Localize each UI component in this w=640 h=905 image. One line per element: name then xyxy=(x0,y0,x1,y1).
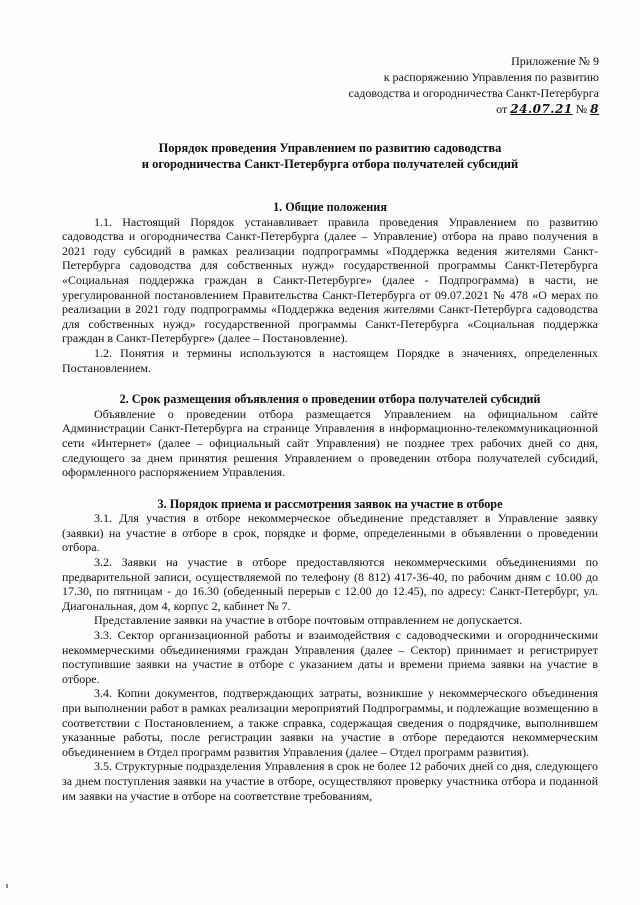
handwritten-date: 24.07.21 xyxy=(510,102,573,116)
section-1-heading: 1. Общие положения xyxy=(273,200,387,214)
handwritten-number: 8 xyxy=(590,102,599,116)
section-gap xyxy=(62,480,598,497)
appendix-block xyxy=(269,53,599,117)
paragraph-2-1: Объявление о проведении отбора размещается Управлением на официальном сайте Администрации Санкт-Петербурга на странице Управления в информационно-телекоммуникационной сети «Интернет» (далее – официальный сайт Управления) не позднее трех рабочих дней со дня, следующего за днем принятия решения Управлением о проведении отбора получателей субсидий, оформленного распоряжением Управления. xyxy=(62,406,598,480)
paragraph-3-2-note: Представление заявки на участие в отборе почтовым отправлением не допускается. xyxy=(94,613,523,628)
appendix-order-ref: к распоряжению Управления по развитию xyxy=(383,70,599,84)
document-body xyxy=(62,200,598,803)
section-3-heading: 3. Порядок приема и рассмотрения заявок на участие в отборе xyxy=(157,496,503,511)
appendix-date-line xyxy=(269,101,599,117)
paragraph-1-1: 1.1. Настоящий Порядок устанавливает правила проведения Управлением по развитию садоводства и огородничества Санкт-Петербурга (далее – Управление) отбора на право получения в 2021 году субсидий в рамках реализации подпрограммы «Поддержка ведения жителями Санкт-Петербурга садоводства для собственных нужд» государственной программы Санкт-Петербурга «Социальная поддержка граждан в Санкт-Петербурге» (далее - Подпрограмма) в части, не урегулированной постановлением Правительства Санкт-Петербурга от 09.07.2021 № 478 «О мерах по реализации в 2021 году подпрограммы «Поддержка ведения жителями Санкт-Петербурга садоводства для собственных нужд» государственной программы Санкт-Петербурга «Социальная поддержка граждан в Санкт-Петербурге» (далее – Постановление). xyxy=(62,214,598,346)
paragraph-3-4: 3.4. Копии документов, подтверждающих затраты, возникшие у некоммерческого объединения при выполнении работ в рамках реализации мероприятий Подпрограммы, и подлежащие возмещению в соответствии с Постановлением, а также справка, содержащая сведения о подрядчике, выполнившем указанные работы, после регистрации заявки на участие в отборе передаются некоммерческим объединением в Отдел программ развития Управления (далее – Отдел программ развития). xyxy=(62,686,598,759)
paragraph-3-3: 3.3. Сектор организационной работы и взаимодействия с садоводческими и огородническими некоммерческими объединениями граждан Управления (далее – Сектор) принимает и регистрирует поступившие заявки на участие в отборе с указанием даты и времени приема заявки на участие в отборе. xyxy=(62,628,598,686)
document-title xyxy=(60,140,600,172)
scan-margin-mark xyxy=(6,884,8,888)
section-2-heading: 2. Срок размещения объявления о проведении отбора получателей субсидий xyxy=(119,392,541,407)
number-prefix: № xyxy=(575,102,588,116)
paragraph-3-5: 3.5. Структурные подразделения Управления в срок не более 12 рабочих дней со дня, следующего за днем поступления заявки на участие в отборе, осуществляют проверку участника отбора и поданной им заявки на участие в отборе на соответствие требованиям, xyxy=(62,759,598,803)
title-line-1: Порядок проведения Управлением по развитию садоводства xyxy=(158,141,502,155)
appendix-authority: садоводства и огородничества Санкт-Петербурга xyxy=(348,86,599,100)
section-gap xyxy=(62,375,598,392)
title-line-2: и огородничества Санкт-Петербурга отбора получателей субсидий xyxy=(141,157,519,171)
date-prefix: от xyxy=(496,102,508,116)
appendix-number: Приложение № 9 xyxy=(511,54,599,68)
paragraph-1-2: 1.2. Понятия и термины используются в настоящем Порядке в значениях, определенных Постановлением. xyxy=(62,345,598,375)
paragraph-3-2: 3.2. Заявки на участие в отборе предоставляются некоммерческими объединениями по предварительной записи, осуществляемой по телефону (8 812) 417-36-40, по рабочим дням с 10.00 до 17.30, по пятницам - до 16.30 (обеденный перерыв с 12.00 до 12.45), по адресу: Санкт-Петербург, ул. Диагональная, дом 4, корпус 2, кабинет № 7. xyxy=(62,555,598,613)
paragraph-3-1: 3.1. Для участия в отборе некоммерческое объединение представляет в Управление заявку (заявки) на участие в отборе в срок, порядке и форме, определенными в объявлении о проведении отбора. xyxy=(62,511,598,555)
